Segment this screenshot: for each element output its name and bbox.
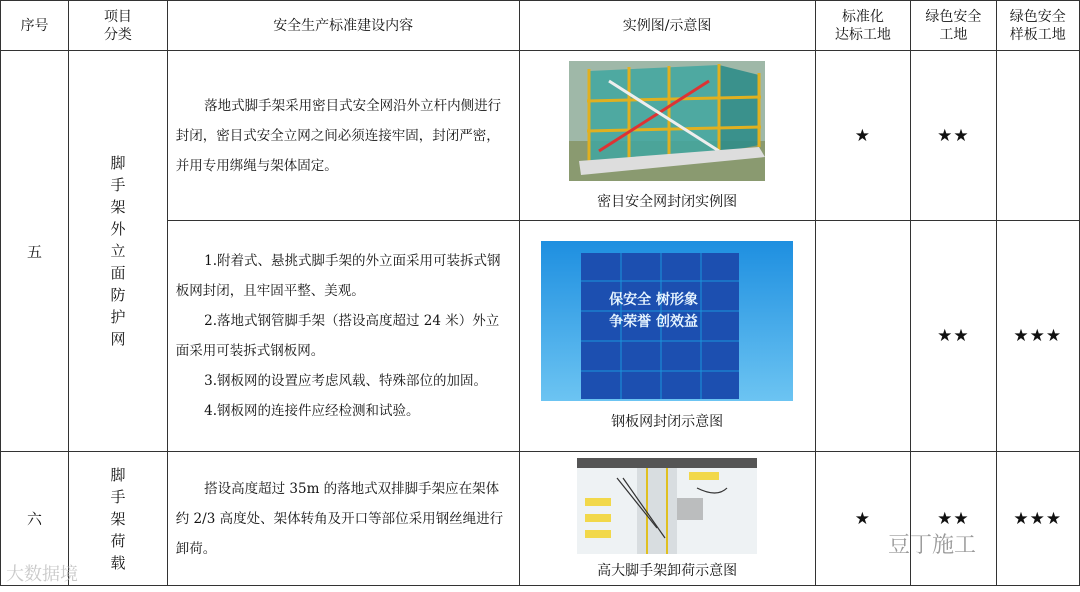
banner-line: 争荣誉 创效益 (609, 314, 698, 330)
image-caption: 钢板网封闭示意图 (611, 414, 724, 430)
category-char: 面 (110, 264, 126, 282)
banner-line: 保安全 树形象 (609, 292, 698, 308)
content-text: 2.落地式钢管脚手架（搭设高度超过 24 米）外立面采用可装拆式钢板网。 (175, 313, 500, 359)
green-model-stars (996, 51, 1079, 221)
content-cell (167, 221, 519, 452)
category-char: 防 (110, 286, 126, 304)
category-char: 网 (110, 330, 126, 348)
category-char: 脚 (110, 465, 126, 484)
header-content: 安全生产标准建设内容 (167, 1, 519, 51)
standard-stars: ★ (815, 51, 911, 221)
category-char: 护 (110, 308, 126, 326)
unloading-diagram (577, 458, 757, 558)
image-cell (519, 452, 815, 586)
header-standard-text: 标准化 达标工地 (834, 8, 891, 43)
header-green-model-text: 绿色安全 样板工地 (1009, 8, 1066, 43)
image-caption: 高大脚手架卸荷示意图 (597, 562, 738, 579)
header-green-text: 绿色安全 工地 (925, 8, 982, 43)
header-green-model (996, 1, 1079, 51)
header-standard (815, 1, 911, 51)
standard-stars (815, 221, 911, 452)
category-char: 手 (110, 487, 126, 506)
category-char: 架 (110, 509, 126, 528)
content-text: 搭设高度超过 35m 的落地式双排脚手架应在架体约 2/3 高度处、架体转角及开口等部位采用钢丝绳进行卸荷。 (175, 480, 504, 557)
steel-mesh-diagram (541, 241, 793, 401)
standard-stars: ★ (815, 452, 911, 586)
green-stars: ★★ (911, 51, 996, 221)
category-char: 架 (110, 198, 126, 216)
header-image: 实例图/示意图 (519, 1, 815, 51)
category-char: 手 (110, 176, 126, 194)
table-row (1, 51, 1080, 221)
green-model-stars: ★★★ (996, 452, 1079, 586)
category-char: 荷 (110, 531, 126, 550)
content-text: 落地式脚手架采用密目式安全网沿外立杆内侧进行封闭，密目式安全立网之间必须连接牢固，封闭严密，并用专用绑绳与架体固定。 (175, 97, 502, 174)
safety-net-photo (569, 61, 765, 185)
content-text: 3.钢板网的设置应考虑风载、特殊部位的加固。 (204, 373, 487, 389)
banner-text (609, 289, 698, 333)
header-category (69, 1, 168, 51)
image-cell (519, 51, 815, 221)
group-category (69, 452, 168, 586)
header-row (1, 1, 1080, 51)
table-row (1, 452, 1080, 586)
header-category-text: 项目 分类 (103, 8, 132, 43)
green-stars: ★★ (911, 221, 996, 452)
content-text: 1.附着式、悬挑式脚手架的外立面采用可装拆式钢板网封闭，且牢固平整、美观。 (175, 253, 501, 299)
category-char: 脚 (110, 154, 126, 172)
watermark-left: 大数据境 (6, 564, 78, 585)
content-cell (167, 452, 519, 586)
header-no: 序号 (1, 1, 69, 51)
image-caption: 密目安全网封闭实例图 (597, 193, 738, 210)
group-no: 五 (1, 51, 69, 452)
watermark-right: 豆丁施工 (888, 533, 977, 558)
content-text: 4.钢板网的连接件应经检测和试验。 (204, 403, 420, 419)
green-stars: ★★ (911, 452, 996, 586)
image-cell (519, 221, 815, 452)
group-no: 六 (1, 452, 69, 586)
category-char: 立 (110, 242, 126, 260)
category-char: 外 (110, 220, 126, 238)
green-model-stars: ★★★ (996, 221, 1079, 452)
header-green (911, 1, 996, 51)
group-category (69, 51, 168, 452)
category-char: 载 (110, 553, 126, 572)
content-cell (167, 51, 519, 221)
